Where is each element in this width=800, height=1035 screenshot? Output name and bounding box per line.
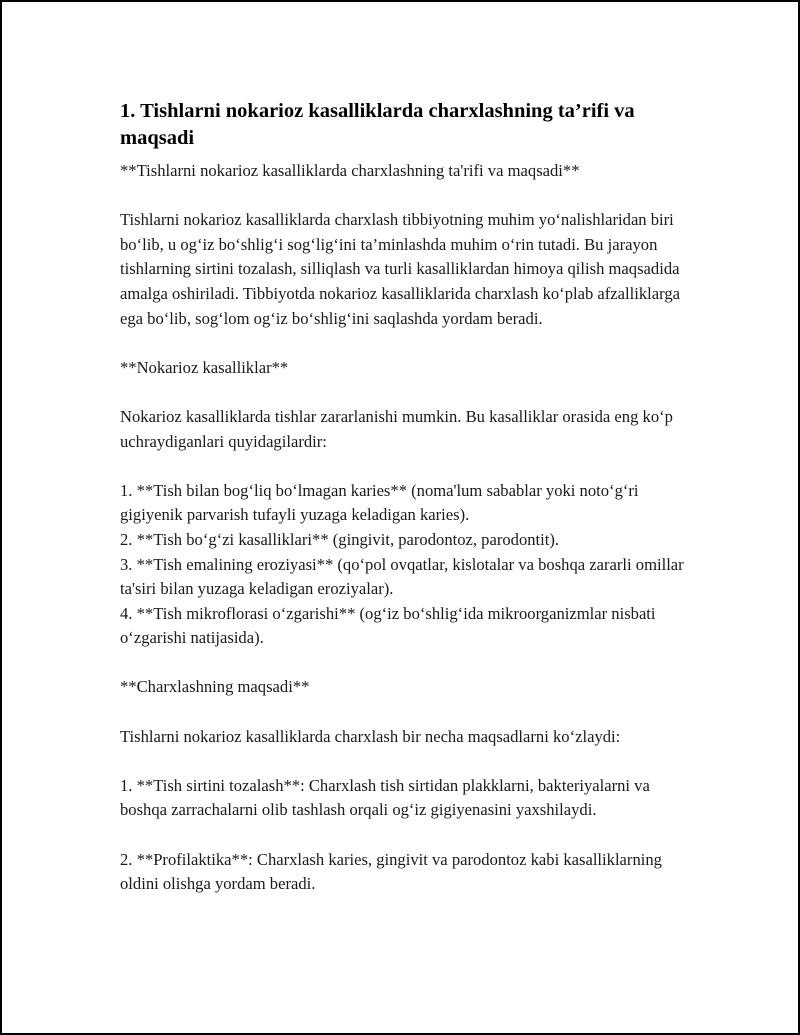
paragraph-gap [120, 380, 700, 405]
list-item: 4. **Tish mikroflorasi o‘zgarishi** (og‘iz bo‘shlig‘ida mikroorganizmlar nisbati o‘zgarishi natijasida). [120, 603, 656, 648]
document-content [120, 98, 700, 897]
paragraph-gap [120, 184, 700, 209]
paragraph-gap [120, 823, 700, 848]
section-intro-nokarioz: Nokarioz kasalliklarda tishlar zararlanishi mumkin. Bu kasalliklar orasida eng ko‘p uchraydiganlari quyidagilardir: [120, 406, 673, 451]
list-item: 3. **Tish emalining eroziyasi** (qo‘pol ovqatlar, kislotalar va boshqa zararli omillar ta'siri bilan yuzaga keladigan eroziyalar). [120, 554, 684, 599]
paragraph-gap [120, 700, 700, 725]
list-item: 2. **Profilaktika**: Charxlash karies, gingivit va parodontoz kabi kasalliklarning oldini olishga yordam beradi. [120, 849, 662, 894]
list-item: 1. **Tish sirtini tozalash**: Charxlash tish sirtidan plakklarni, bakteriyalarni va boshqa zarrachalarni olib tashlash orqali og‘iz gigiyenasini yaxshilaydi. [120, 775, 650, 820]
list-item: 1. **Tish bilan bog‘liq bo‘lmagan karies** (noma'lum sabablar yoki noto‘g‘ri gigiyenik parvarish tufayli yuzaga keladigan karies). [120, 480, 639, 525]
paragraph-gap [120, 454, 700, 479]
paragraph-gap [120, 749, 700, 774]
section-title-maqsad: **Charxlashning maqsadi** [120, 677, 310, 697]
paragraph-gap [120, 331, 700, 356]
intro-paragraph: Tishlarni nokarioz kasalliklarda charxlash tibbiyotning muhim yo‘nalishlaridan biri bo‘lib, u og‘iz bo‘shlig‘i sog‘lig‘ini ta’minlashda muhim o‘rin tutadi. Bu jarayon tishlarning sirtini tozalash, silliqlash va turli kasalliklardan himoya qilish maqsadida amalga oshiriladi. Tibbiyotda nokarioz kasalliklarida charxlash ko‘plab afzalliklarga ega bo‘lib, sog‘lom og‘iz bo‘shlig‘ini saqlashda yordam beradi. [120, 210, 681, 328]
section-intro-maqsad: Tishlarni nokarioz kasalliklarda charxlash bir necha maqsadlarni ko‘zlaydi: [120, 726, 621, 746]
subheading-paragraph: **Tishlarni nokarioz kasalliklarda charxlashning ta'rifi va maqsadi** [120, 161, 580, 180]
list-item: 2. **Tish bo‘g‘zi kasalliklari** (gingivit, parodontoz, parodontit). [120, 529, 560, 549]
paragraph-gap [120, 651, 700, 676]
section-title-nokarioz: **Nokarioz kasalliklar** [120, 357, 289, 377]
document-heading: 1. Tishlarni nokarioz kasalliklarda charxlashning ta’rifi va maqsadi [120, 100, 635, 149]
